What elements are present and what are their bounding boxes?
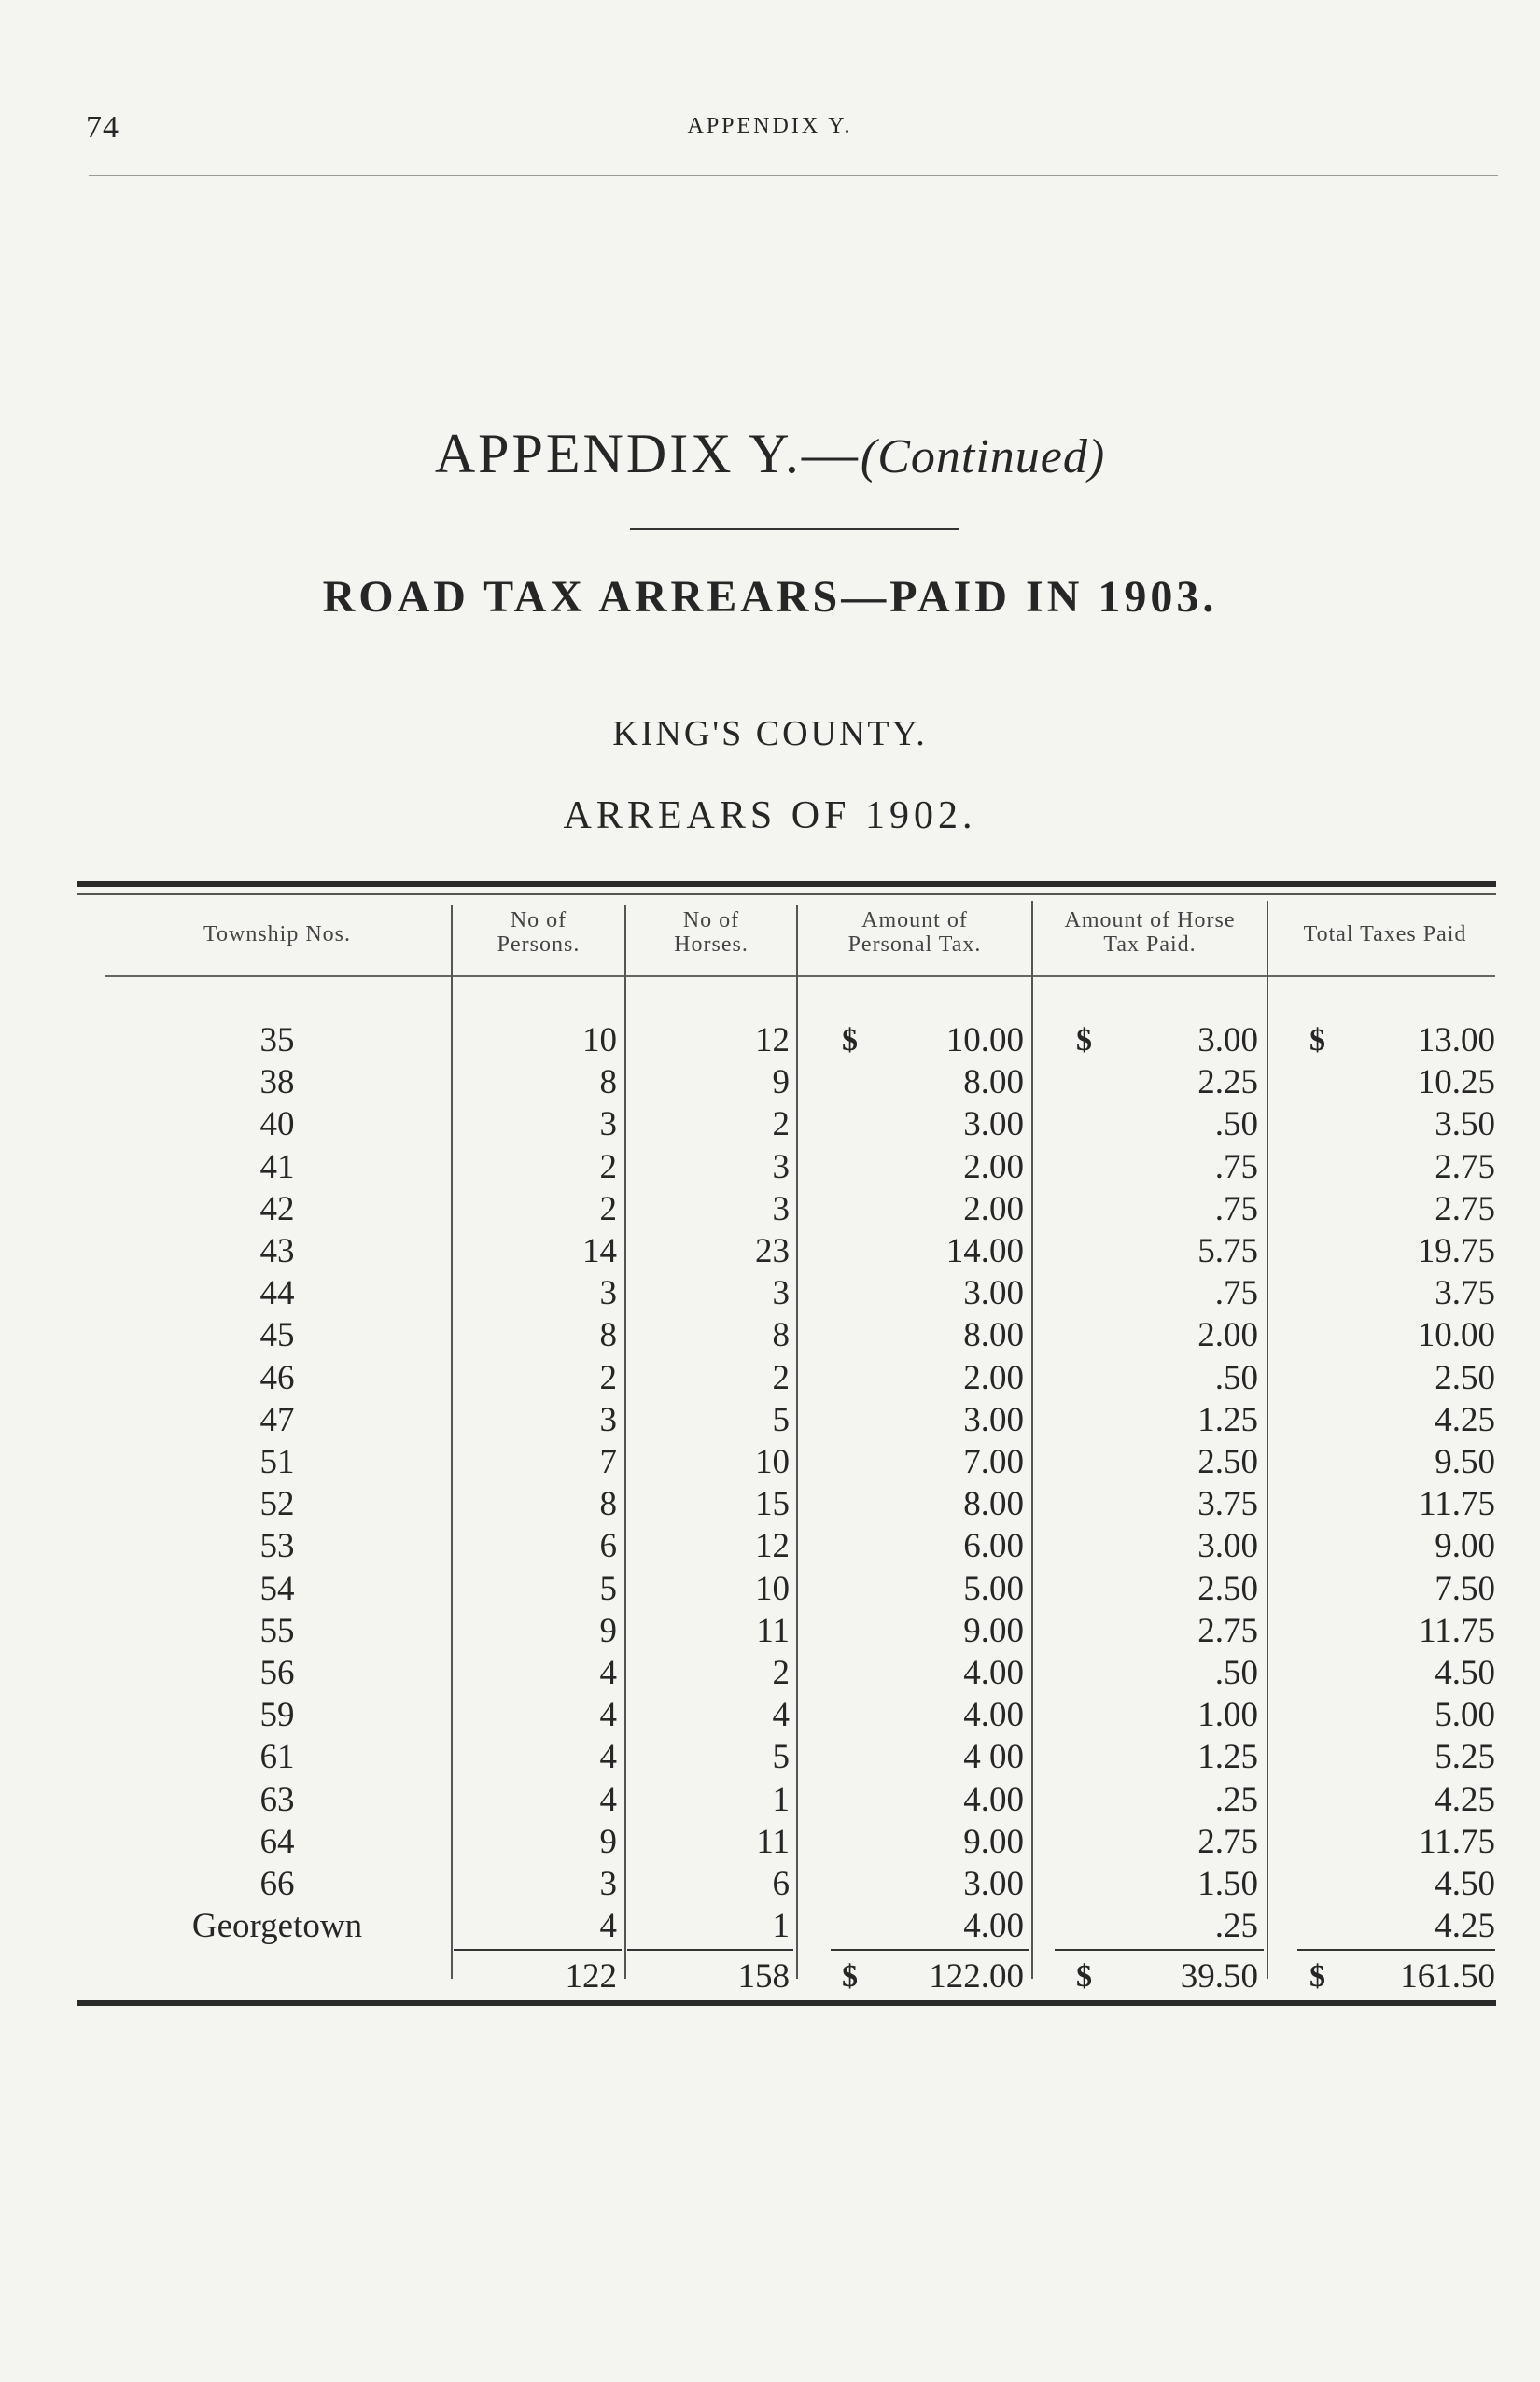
column-header-horses: No of Horses. bbox=[674, 908, 749, 957]
cell-personal: 7.00 bbox=[963, 1443, 1024, 1481]
column-divider bbox=[796, 905, 798, 1979]
cell-township: 53 bbox=[259, 1527, 295, 1566]
appendix-heading bbox=[0, 422, 1540, 486]
heading-rule bbox=[630, 528, 959, 530]
dollar-sign-total: $ bbox=[1309, 1023, 1325, 1058]
cell-persons: 2 bbox=[599, 1358, 617, 1397]
cell-township: 46 bbox=[259, 1358, 295, 1397]
cell-township: 45 bbox=[259, 1316, 295, 1355]
cell-total: 11.75 bbox=[1419, 1485, 1495, 1524]
column-header-persons: No of Persons. bbox=[497, 908, 581, 957]
cell-horses: 1 bbox=[772, 1780, 790, 1819]
cell-personal: 6.00 bbox=[963, 1527, 1024, 1566]
cell-township: 54 bbox=[259, 1569, 295, 1608]
cell-township: Georgetown bbox=[191, 1907, 363, 1946]
cell-personal: 3.00 bbox=[963, 1105, 1024, 1144]
cell-persons: 3 bbox=[599, 1274, 617, 1313]
cell-total: 5.00 bbox=[1435, 1696, 1495, 1735]
cell-personal: 4.00 bbox=[963, 1907, 1024, 1946]
cell-total: 13.00 bbox=[1417, 1021, 1495, 1059]
cell-persons: 4 bbox=[599, 1654, 617, 1692]
page-title: ROAD TAX ARREARS—PAID IN 1903. bbox=[322, 572, 1218, 622]
cell-personal: 8.00 bbox=[963, 1485, 1024, 1524]
cell-horses: 8 bbox=[772, 1316, 790, 1355]
cell-personal: 3.00 bbox=[963, 1274, 1024, 1313]
cell-total: 4.25 bbox=[1435, 1400, 1495, 1439]
table-top-rule bbox=[77, 881, 1496, 887]
cell-township: 55 bbox=[259, 1611, 295, 1650]
cell-horse: .25 bbox=[1214, 1780, 1258, 1819]
cell-horses: 6 bbox=[772, 1865, 790, 1903]
column-header-total: Total Taxes Paid bbox=[1303, 922, 1467, 946]
cell-persons: 4 bbox=[599, 1780, 617, 1819]
table-top-rule-thin bbox=[77, 893, 1496, 895]
cell-persons: 10 bbox=[582, 1021, 617, 1059]
cell-personal: 4.00 bbox=[963, 1696, 1024, 1735]
cell-horses: 5 bbox=[772, 1738, 790, 1777]
cell-total: 5.25 bbox=[1435, 1738, 1495, 1777]
total-horse-dollar: $ bbox=[1076, 1959, 1092, 1994]
cell-total: 2.75 bbox=[1435, 1147, 1495, 1186]
cell-horses: 3 bbox=[772, 1189, 790, 1228]
cell-horse: 1.00 bbox=[1197, 1696, 1258, 1735]
cell-horses: 9 bbox=[772, 1063, 790, 1102]
cell-horse: .50 bbox=[1214, 1358, 1258, 1397]
cell-personal: 14.00 bbox=[945, 1232, 1024, 1270]
cell-persons: 4 bbox=[599, 1738, 617, 1777]
cell-horses: 10 bbox=[755, 1443, 790, 1481]
cell-total: 3.75 bbox=[1435, 1274, 1495, 1313]
cell-horse: .50 bbox=[1214, 1654, 1258, 1692]
cell-horses: 12 bbox=[755, 1021, 790, 1059]
cell-horses: 2 bbox=[772, 1654, 790, 1692]
cell-persons: 3 bbox=[599, 1400, 617, 1439]
total-rule bbox=[454, 1949, 622, 1951]
cell-horse: 2.75 bbox=[1197, 1611, 1258, 1650]
page-number: 74 bbox=[86, 110, 119, 145]
cell-total: 7.50 bbox=[1435, 1569, 1495, 1608]
running-title: APPENDIX Y. bbox=[687, 114, 853, 138]
cell-total: 11.75 bbox=[1419, 1822, 1495, 1861]
cell-township: 43 bbox=[259, 1232, 295, 1270]
cell-horses: 3 bbox=[772, 1274, 790, 1313]
cell-total: 9.00 bbox=[1435, 1527, 1495, 1566]
cell-horse: 1.25 bbox=[1197, 1738, 1258, 1777]
cell-total: 4.50 bbox=[1435, 1865, 1495, 1903]
cell-township: 52 bbox=[259, 1485, 295, 1524]
cell-horses: 5 bbox=[772, 1400, 790, 1439]
cell-persons: 9 bbox=[599, 1822, 617, 1861]
cell-personal: 4.00 bbox=[963, 1654, 1024, 1692]
cell-total: 2.75 bbox=[1435, 1189, 1495, 1228]
running-head bbox=[0, 110, 1540, 147]
total-rule bbox=[1297, 1949, 1495, 1951]
table-bottom-rule bbox=[77, 2000, 1496, 2006]
cell-township: 42 bbox=[259, 1189, 295, 1228]
cell-total: 2.50 bbox=[1435, 1358, 1495, 1397]
cell-horses: 3 bbox=[772, 1147, 790, 1186]
total-personal-dollar: $ bbox=[842, 1959, 858, 1994]
dollar-sign-personal: $ bbox=[842, 1023, 858, 1058]
cell-personal: 9.00 bbox=[963, 1611, 1024, 1650]
cell-horses: 4 bbox=[772, 1696, 790, 1735]
cell-township: 40 bbox=[259, 1105, 295, 1144]
cell-total: 4.25 bbox=[1435, 1780, 1495, 1819]
cell-horse: 2.75 bbox=[1197, 1822, 1258, 1861]
header-rule bbox=[89, 175, 1498, 176]
appendix-label: APPENDIX Y.— bbox=[434, 423, 861, 484]
cell-township: 47 bbox=[259, 1400, 295, 1439]
cell-horse: .75 bbox=[1214, 1147, 1258, 1186]
cell-township: 61 bbox=[259, 1738, 295, 1777]
cell-horses: 2 bbox=[772, 1105, 790, 1144]
cell-township: 64 bbox=[259, 1822, 295, 1861]
cell-personal: 3.00 bbox=[963, 1865, 1024, 1903]
cell-personal: 2.00 bbox=[963, 1147, 1024, 1186]
cell-horses: 2 bbox=[772, 1358, 790, 1397]
cell-horse: 2.50 bbox=[1197, 1443, 1258, 1481]
cell-persons: 4 bbox=[599, 1907, 617, 1946]
cell-horse: 1.25 bbox=[1197, 1400, 1258, 1439]
cell-persons: 4 bbox=[599, 1696, 617, 1735]
cell-horse: 2.50 bbox=[1197, 1569, 1258, 1608]
cell-township: 56 bbox=[259, 1654, 295, 1692]
cell-township: 59 bbox=[259, 1696, 295, 1735]
total-persons: 122 bbox=[565, 1957, 617, 1996]
cell-horses: 23 bbox=[755, 1232, 790, 1270]
cell-horses: 12 bbox=[755, 1527, 790, 1566]
county-heading: KING'S COUNTY. bbox=[612, 714, 928, 753]
total-horse-tax: 39.50 bbox=[1180, 1957, 1258, 1996]
cell-persons: 3 bbox=[599, 1865, 617, 1903]
cell-horse: 3.75 bbox=[1197, 1485, 1258, 1524]
cell-persons: 8 bbox=[599, 1063, 617, 1102]
cell-horse: 2.00 bbox=[1197, 1316, 1258, 1355]
total-taxes-dollar: $ bbox=[1309, 1959, 1325, 1994]
cell-total: 10.25 bbox=[1417, 1063, 1495, 1102]
total-rule bbox=[831, 1949, 1029, 1951]
total-taxes: 161.50 bbox=[1400, 1957, 1495, 1996]
total-rule bbox=[1055, 1949, 1264, 1951]
cell-personal: 10.00 bbox=[945, 1021, 1024, 1059]
dollar-sign-horse: $ bbox=[1076, 1023, 1092, 1058]
cell-horses: 11 bbox=[756, 1611, 790, 1650]
continued-label: (Continued) bbox=[860, 430, 1106, 483]
cell-total: 11.75 bbox=[1419, 1611, 1495, 1650]
cell-persons: 2 bbox=[599, 1147, 617, 1186]
cell-persons: 9 bbox=[599, 1611, 617, 1650]
cell-persons: 7 bbox=[599, 1443, 617, 1481]
total-rule bbox=[627, 1949, 793, 1951]
cell-horse: .75 bbox=[1214, 1189, 1258, 1228]
cell-personal: 4.00 bbox=[963, 1780, 1024, 1819]
cell-township: 51 bbox=[259, 1443, 295, 1481]
cell-personal: 3.00 bbox=[963, 1400, 1024, 1439]
cell-township: 35 bbox=[259, 1021, 295, 1059]
cell-persons: 14 bbox=[582, 1232, 617, 1270]
cell-total: 19.75 bbox=[1417, 1232, 1495, 1270]
cell-horse: 1.50 bbox=[1197, 1865, 1258, 1903]
column-divider bbox=[1031, 901, 1033, 1979]
column-header-horse-tax: Amount of Horse Tax Paid. bbox=[1064, 908, 1236, 957]
cell-persons: 2 bbox=[599, 1189, 617, 1228]
header-bottom-rule bbox=[105, 975, 1495, 977]
cell-total: 3.50 bbox=[1435, 1105, 1495, 1144]
cell-persons: 8 bbox=[599, 1485, 617, 1524]
arrears-subtitle: ARREARS OF 1902. bbox=[563, 794, 977, 837]
cell-township: 66 bbox=[259, 1865, 295, 1903]
cell-total: 4.25 bbox=[1435, 1907, 1495, 1946]
cell-township: 41 bbox=[259, 1147, 295, 1186]
cell-horse: 2.25 bbox=[1197, 1063, 1258, 1102]
cell-personal: 8.00 bbox=[963, 1316, 1024, 1355]
cell-total: 10.00 bbox=[1417, 1316, 1495, 1355]
cell-personal: 2.00 bbox=[963, 1189, 1024, 1228]
cell-horses: 15 bbox=[755, 1485, 790, 1524]
cell-horse: .50 bbox=[1214, 1105, 1258, 1144]
column-header-township: Township Nos. bbox=[203, 922, 351, 946]
cell-horses: 11 bbox=[756, 1822, 790, 1861]
cell-personal: 5.00 bbox=[963, 1569, 1024, 1608]
cell-horses: 10 bbox=[755, 1569, 790, 1608]
cell-personal: 2.00 bbox=[963, 1358, 1024, 1397]
cell-horse: 3.00 bbox=[1197, 1021, 1258, 1059]
cell-persons: 6 bbox=[599, 1527, 617, 1566]
cell-personal: 9.00 bbox=[963, 1822, 1024, 1861]
cell-horse: 3.00 bbox=[1197, 1527, 1258, 1566]
cell-township: 38 bbox=[259, 1063, 295, 1102]
total-horses: 158 bbox=[737, 1957, 790, 1996]
total-personal: 122.00 bbox=[929, 1957, 1024, 1996]
cell-persons: 8 bbox=[599, 1316, 617, 1355]
cell-persons: 3 bbox=[599, 1105, 617, 1144]
cell-persons: 5 bbox=[599, 1569, 617, 1608]
cell-total: 4.50 bbox=[1435, 1654, 1495, 1692]
cell-horses: 1 bbox=[772, 1907, 790, 1946]
column-header-personal-tax: Amount of Personal Tax. bbox=[847, 908, 982, 957]
cell-total: 9.50 bbox=[1435, 1443, 1495, 1481]
cell-horse: 5.75 bbox=[1197, 1232, 1258, 1270]
column-divider bbox=[1267, 901, 1268, 1979]
cell-horse: .25 bbox=[1214, 1907, 1258, 1946]
cell-personal: 4 00 bbox=[963, 1738, 1024, 1777]
cell-personal: 8.00 bbox=[963, 1063, 1024, 1102]
cell-township: 63 bbox=[259, 1780, 295, 1819]
cell-township: 44 bbox=[259, 1274, 295, 1313]
cell-horse: .75 bbox=[1214, 1274, 1258, 1313]
